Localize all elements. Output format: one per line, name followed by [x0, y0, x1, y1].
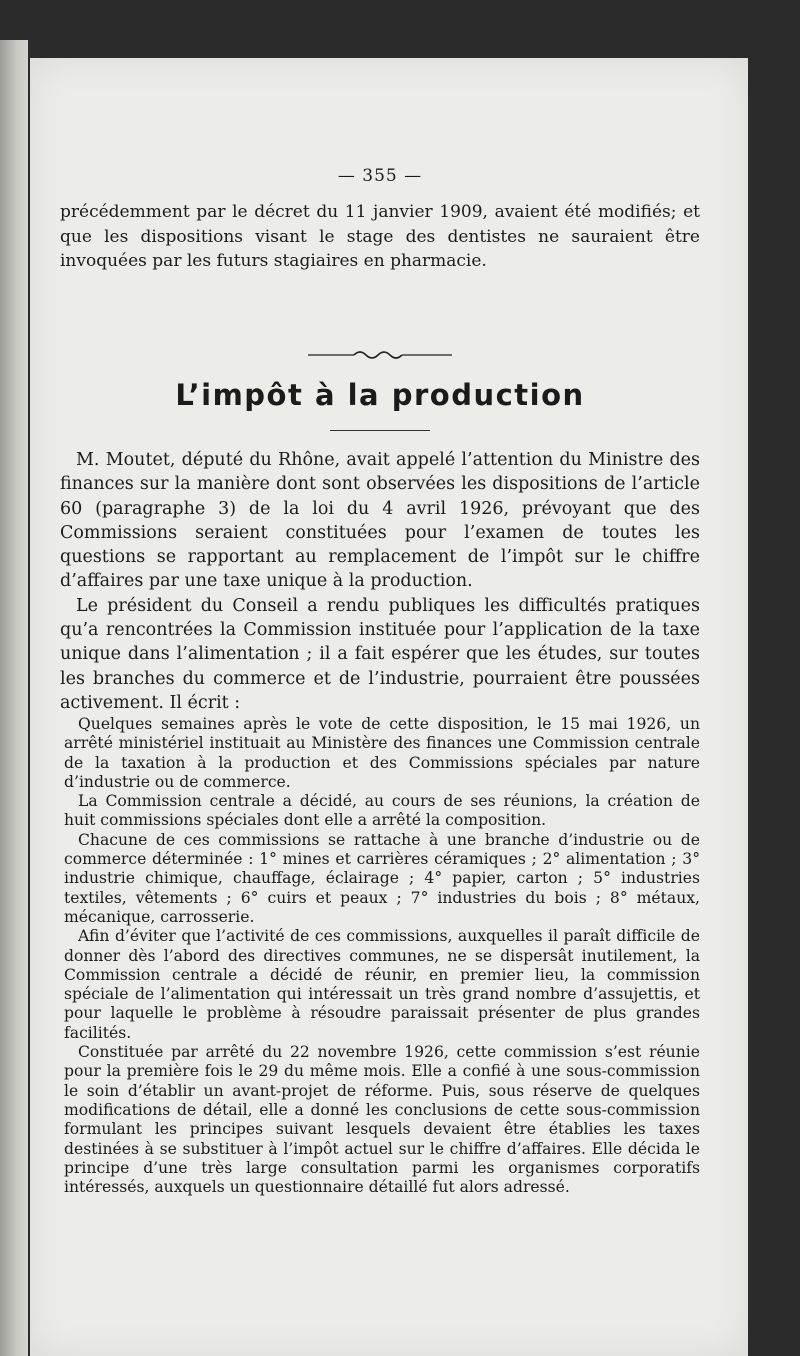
- opening-paragraph: précédemment par le décret du 11 janvier 1909, avaient été modifiés; et que les dispositions visant le stage des dentistes ne sauraient être invoquées par les futurs stagiaires en pharmacie.: [60, 202, 700, 271]
- page-number: — 355 —: [337, 166, 423, 186]
- adjacent-page-edge: [0, 40, 28, 1356]
- body-paragraph: Le président du Conseil a rendu publiques les difficultés pratiques qu’a rencontrées la Commission instituée pour l’application de la taxe unique dans l’alimentation ; il a fait espérer que les études, sur toutes les branches du commerce et de l’industrie, pourraient être poussées activement. Il écrit :: [60, 595, 700, 713]
- quote-paragraph: Chacune de ces commissions se rattache à une branche d’industrie ou de commerce déterminée : 1° mines et carrières céramiques ; 2° alimentation ; 3° industrie chimique, chauffage, éclairage ; 4° papier, carton ; 5° industries textiles, vêtements ; 6° cuirs et peaux ; 7° industries du bois ; 8° métaux, mécanique, carrosserie.: [64, 830, 700, 926]
- quote-paragraph: La Commission centrale a décidé, au cours de ses réunions, la création de huit commissions spéciales dont elle a arrêté la composition.: [64, 792, 700, 830]
- section-title: L’impôt à la production: [175, 378, 585, 412]
- quote-paragraph: Quelques semaines après le vote de cette disposition, le 15 mai 1926, un arrêté ministériel instituait au Ministère des finances une Commission centrale de la taxation à la production et des Commissions spéciales par nature d’industrie ou de commerce.: [64, 715, 700, 791]
- main-body: [60, 448, 700, 715]
- title-underline: [330, 430, 430, 431]
- quoted-letter: [64, 715, 700, 1197]
- body-paragraph: M. Moutet, député du Rhône, avait appelé l’attention du Ministre des finances sur la manière dont sont observées les dispositions de l’article 60 (paragraphe 3) de la loi du 4 avril 1926, prévoyant que des Commissions seraient constituées pour l’examen de toutes les questions se rapportant au remplacement de l’impôt sur le chiffre d’affaires par une taxe unique à la production.: [60, 450, 700, 592]
- book-page: [30, 58, 748, 1356]
- quote-paragraph: Afin d’éviter que l’activité de ces commissions, auxquelles il paraît difficile de donner dès l’abord des directives communes, ne se dispersât inutilement, la Commission centrale a décidé de réunir, en premier lieu, la commission spéciale de l’alimentation qui intéressait un très grand nombre d’assujettis, et pour laquelle le problème à résoudre paraissait présenter de plus grandes facilités.: [64, 927, 700, 1042]
- section-ornament: [308, 348, 452, 362]
- quote-paragraph: Constituée par arrêté du 22 novembre 1926, cette commission s’est réunie pour la première fois le 29 du même mois. Elle a confié à une sous-commission le soin d’établir un avant-projet de réforme. Puis, sous réserve de quelques modifications de détail, elle a donné les conclusions de cette sous-commission formulant les principes suivant lesquels devaient être établies les taxes destinées à se substituer à l’impôt actuel sur le chiffre d’affaires. Elle décida le principe d’une très large consultation parmi les organismes corporatifs intéressés, auxquels un questionnaire détaillé fut alors adressé.: [64, 1043, 700, 1197]
